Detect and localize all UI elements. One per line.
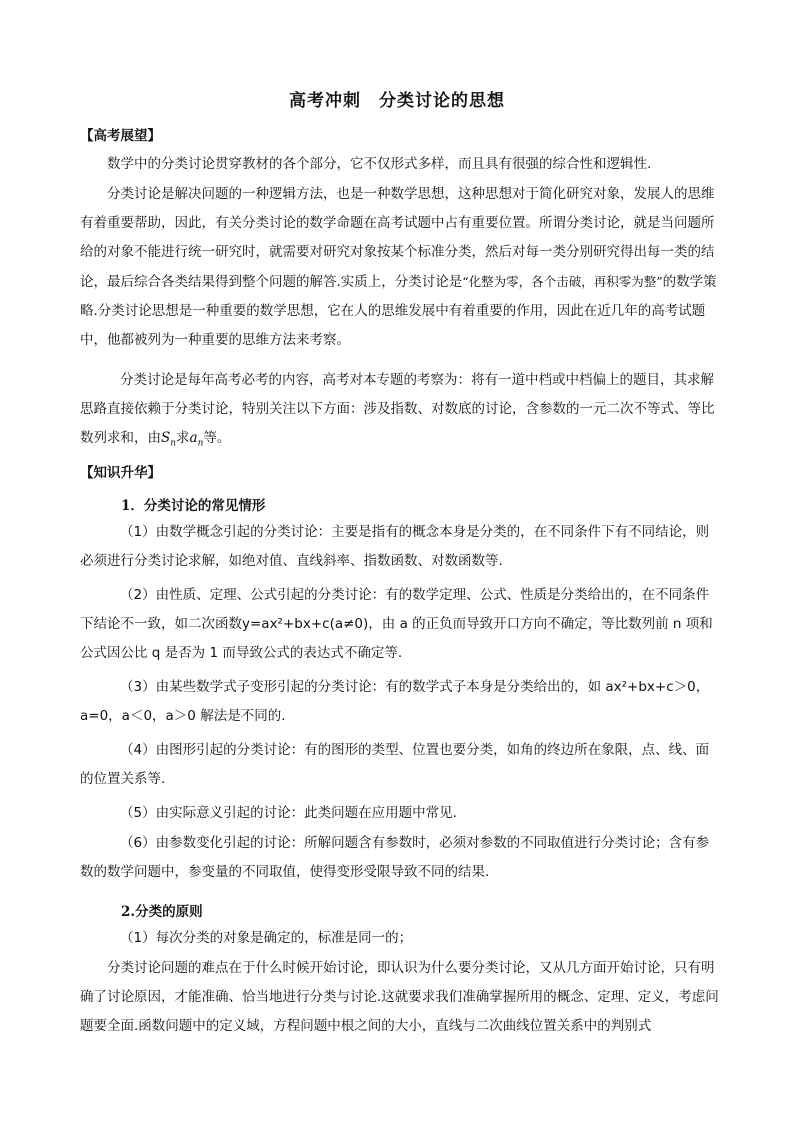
section-heading-knowledge: 【知识升华】 (80, 465, 161, 481)
quote-strategy: “化整为零，各个击破，再积零为整” (462, 274, 663, 289)
math-sn: $S_n$ (161, 430, 177, 449)
knowledge-item-6: （6）由参数变化引起的讨论：所解问题含有参数时，必须对参数的不同取值进行分类讨论；含有参数的数学问题中，参变量的不同取值，使得变形受限导致不同的结果. (80, 835, 710, 880)
title-sub: 分类讨论的思想 (379, 91, 505, 111)
outlook-paragraph-1: 数学中的分类讨论贯穿教材的各个部分，它不仅形式多样，而且具有很强的综合性和逻辑性. (107, 156, 652, 172)
outlook-paragraph-3: 分类讨论是每年高考必考的内容，高考对本专题的考察为：将有一道中档或中档偏上的题目，其求解思路直接依赖于分类讨论，特别关注以下方面：涉及指数、对数底的讨论，含参数的一元二次不等式、等比数列求和，由$S_n$求$a_n$等。 (80, 372, 715, 449)
knowledge-item-1: （1）由数学概念引起的分类讨论：主要是指有的概念本身是分类的，在不同条件下有不同结论，则必须进行分类讨论求解，如绝对值、直线斜率、指数函数、对数函数等. (80, 524, 710, 569)
knowledge-item-5: （5）由实际意义引起的讨论：此类问题在应用题中常见. (120, 805, 457, 821)
subsection-heading-1: 1．分类讨论的常见情形 (121, 498, 266, 514)
knowledge-item-4: （4）由图形引起的分类讨论：有的图形的类型、位置也要分类，如角的终边所在象限，点、线、面的位置关系等. (80, 742, 710, 787)
outlook-paragraph-2: 分类讨论是解决问题的一种逻辑方法，也是一种数学思想，这种思想对于简化研究对象，发展人的思维有着重要帮助，因此，有关分类讨论的数学命题在高考试题中占有重要位置。所谓分类讨论，就是当问题所给的对象不能进行统一研究时，就需要对研究对象按某个标准分类，然后对每一类分别研究得出每一类的结论，最后综合各类结果得到整个问题的解答.实质上，分类讨论是“化整为零，各个击破，再积零为整”的数学策略.分类讨论思想是一种重要的数学思想，它在人的思维发展中有着重要的作用，因此在近几年的高考试题中，他都被列为一种重要的思维方法来考察。 (80, 186, 717, 348)
title-main: 高考冲刺 (289, 91, 361, 111)
knowledge-item-3: （3）由某些数学式子变形引起的分类讨论：有的数学式子本身是分类给出的，如 ax²+bx+c＞0，a=0，a＜0，a＞0 解法是不同的. (80, 679, 710, 724)
math-an: $a_n$ (189, 430, 204, 449)
section-heading-outlook: 【高考展望】 (80, 128, 161, 144)
subsection-heading-2: 2.分类的原则 (121, 904, 203, 920)
page-title (0, 86, 794, 111)
rule-item-1: （1）每次分类的对象是确定的，标准是同一的； (120, 930, 413, 946)
knowledge-item-2: （2）由性质、定理、公式引起的分类讨论：有的数学定理、公式、性质是分类给出的，在不同条件下结论不一致，如二次函数y=ax²+bx+c(a≠0)，由 a 的正负而导致开口方向不确定，等比数列前 n 项和公式因公比 q 是否为 1 而导致公式的表达式不确定等. (80, 587, 713, 661)
rule-paragraph: 分类讨论问题的难点在于什么时候开始讨论，即认识为什么要分类讨论，又从几方面开始讨论，只有明确了讨论原因，才能准确、恰当地进行分类与讨论.这就要求我们准确掌握所用的概念、定理、定义，考虑问题要全面.函数问题中的定义域，方程问题中根之间的大小，直线与二次曲线位置关系中的判别式 (80, 960, 719, 1034)
